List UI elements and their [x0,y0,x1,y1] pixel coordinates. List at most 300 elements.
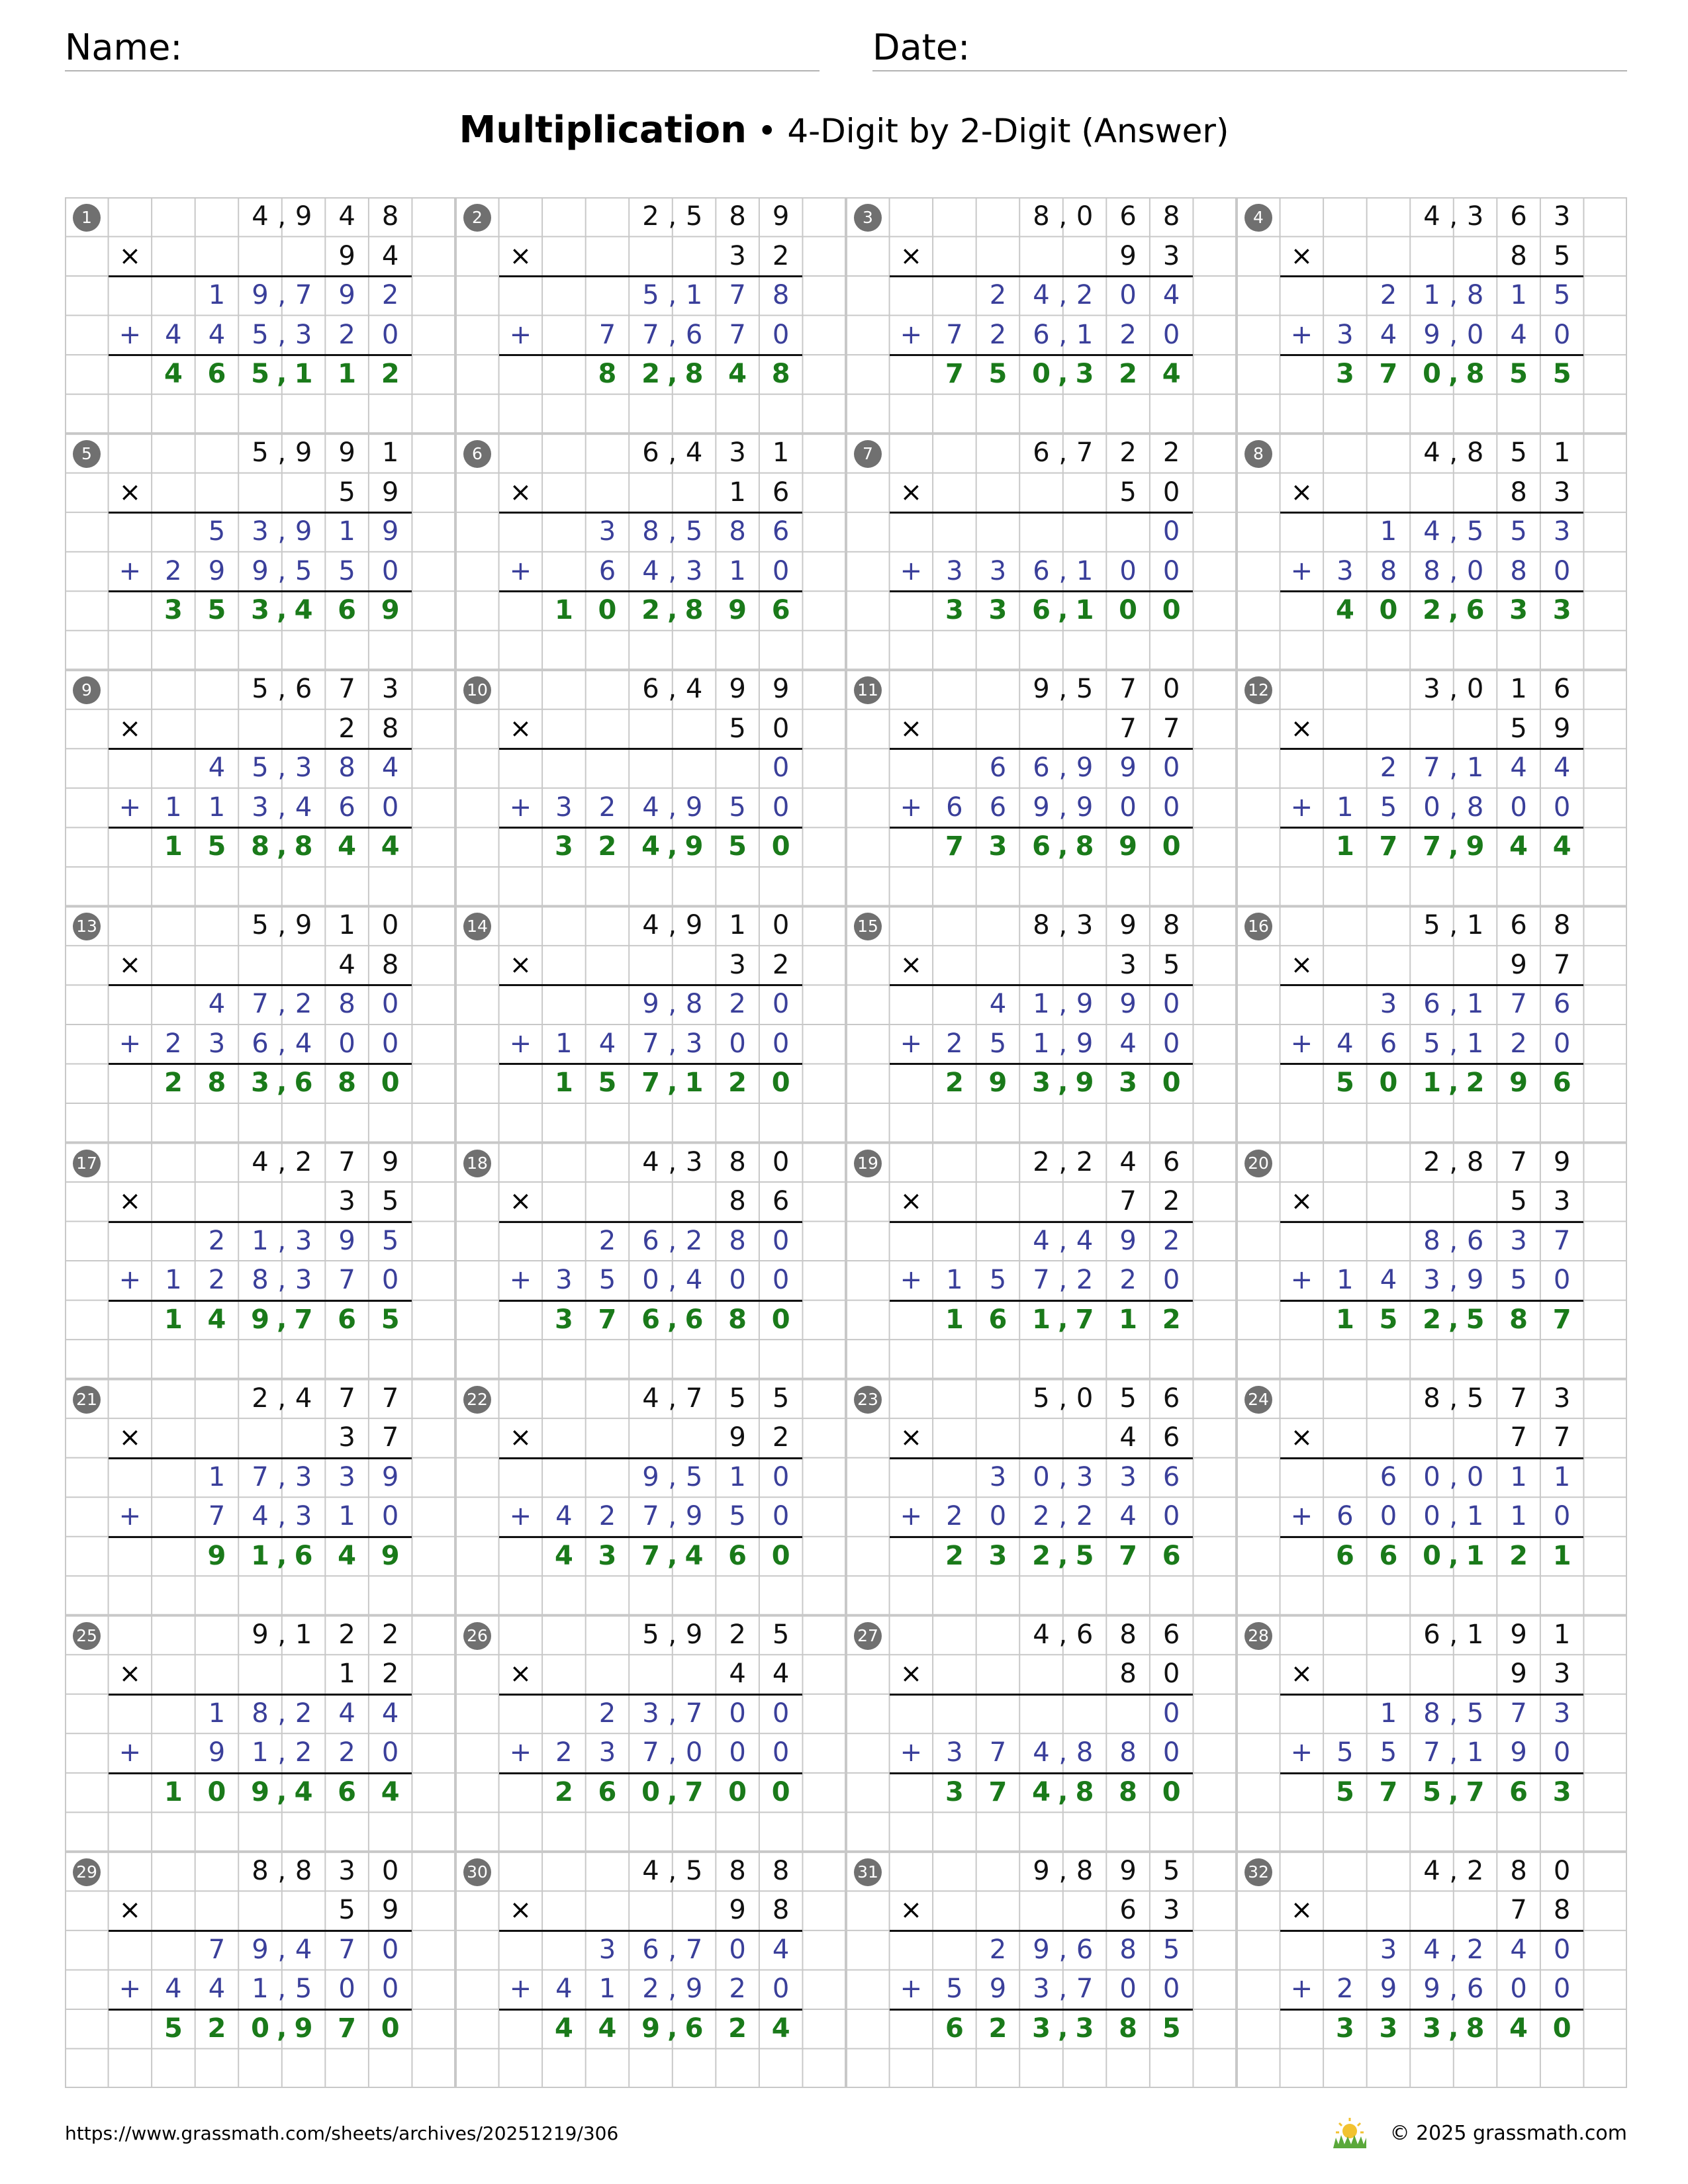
pp-digit: 0 [1162,1698,1180,1729]
pp-digit: 9 [685,792,703,823]
top-digit: 6 [1423,1619,1440,1650]
top-digit: 9 [1510,1619,1527,1650]
pp-digit: 2 [1380,752,1397,784]
top-digit: 5 [1510,437,1527,469]
ans-digit: 5 [381,1304,400,1335]
problem-number-badge: 12 [1244,676,1272,704]
top-digit: 6 [1162,1383,1180,1414]
ans-comma: , [667,1304,678,1335]
top-comma: , [277,1855,287,1886]
ans-digit: 4 [728,359,747,390]
ans-digit: 1 [1335,1304,1354,1335]
pp-digit: 5 [1466,1698,1484,1729]
pp-digit: 0 [1119,280,1137,311]
ans-digit: 6 [771,595,790,626]
pp-digit: 5 [598,1265,616,1296]
pp-digit: 5 [208,516,226,547]
times-sign: × [509,1895,532,1926]
ans-digit: 8 [1509,1304,1528,1335]
problem-number-badge: 5 [73,440,101,468]
ans-digit: 7 [1379,359,1398,390]
pp-comma: , [1058,1461,1068,1492]
problem-8 [1237,433,1627,670]
top-digit: 5 [381,1186,399,1217]
top-digit: 6 [1119,201,1137,232]
pp-digit: 0 [1466,1461,1484,1492]
pp-digit: 4 [1380,319,1397,350]
problem-number-badge: 15 [854,913,882,940]
top-digit: 8 [1423,1383,1440,1414]
times-sign: × [900,1659,923,1690]
pp-digit: 0 [729,1265,746,1296]
top-digit: 9 [1553,713,1571,744]
top-digit: 8 [1466,1146,1484,1177]
date-field[interactable] [872,25,1627,71]
problem-number-badge: 3 [854,204,882,232]
pp-digit: 4 [381,752,399,784]
ans-comma: , [277,595,287,626]
top-digit: 5 [252,910,269,941]
ans-digit: 0 [251,2013,269,2044]
ans-comma: , [667,595,678,626]
pp-comma: , [277,1737,287,1768]
ans-digit: 6 [1162,1540,1181,1571]
ans-digit: 9 [207,1540,226,1571]
top-comma: , [277,1619,287,1650]
ans-digit: 0 [381,2013,400,2044]
top-digit: 6 [1162,1146,1180,1177]
pp-digit: 0 [1162,516,1180,547]
page-title [0,106,1688,156]
top-digit: 7 [1553,949,1571,980]
ans-digit: 9 [684,831,704,862]
pp-digit: 4 [1510,1934,1527,1965]
pp-digit: 6 [1466,1974,1484,2005]
top-comma: , [1449,1619,1458,1650]
problem-17 [65,1143,455,1379]
plus-sign: + [900,1974,923,2005]
times-sign: × [118,477,142,508]
footer-url[interactable]: https://www.grassmath.com/sheets/archives/20251219/306 [65,2122,619,2144]
plus-sign: + [900,1737,923,1768]
ans-comma: , [1448,1304,1459,1335]
pp-digit: 8 [1423,1225,1440,1256]
pp-digit: 0 [1553,1028,1571,1059]
top-digit: 2 [1119,437,1137,469]
top-digit: 3 [1119,949,1137,980]
pp-digit: 6 [338,792,355,823]
pp-digit: 4 [642,792,659,823]
pp-digit: 3 [338,1461,355,1492]
ans-digit: 0 [1379,1068,1398,1099]
pp-digit: 2 [1162,1225,1180,1256]
ans-digit: 1 [338,359,357,390]
pp-digit: 3 [685,555,703,586]
pp-digit: 9 [642,1461,659,1492]
ans-digit: 0 [1379,595,1398,626]
pp-digit: 7 [295,280,312,311]
ans-digit: 1 [1552,1540,1571,1571]
ans-digit: 4 [338,831,357,862]
ans-digit: 3 [1032,1068,1051,1099]
plus-sign: + [118,1265,142,1296]
ans-comma: , [667,1540,678,1571]
ans-comma: , [1448,831,1459,862]
top-digit: 9 [729,1895,746,1926]
pp-digit: 3 [946,1737,963,1768]
top-comma: , [1058,674,1068,705]
ans-comma: , [667,1068,678,1099]
top-digit: 2 [1466,1855,1484,1886]
pp-digit: 0 [1553,792,1571,823]
ans-digit: 2 [945,1540,964,1571]
pp-digit: 0 [1162,1265,1180,1296]
pp-digit: 1 [1466,1028,1484,1059]
top-digit: 0 [772,1146,790,1177]
ans-digit: 2 [381,359,400,390]
plus-sign: + [1290,319,1313,350]
pp-comma: , [1058,1974,1068,2005]
times-sign: × [1290,949,1313,980]
top-digit: 5 [252,437,269,469]
top-digit: 9 [1119,1855,1137,1886]
pp-digit: 3 [1380,1934,1397,1965]
pp-digit: 5 [1380,1737,1397,1768]
problem-number-badge: 10 [463,676,491,704]
top-digit: 8 [729,1146,746,1177]
pp-digit: 8 [1076,1737,1094,1768]
top-digit: 7 [685,1383,703,1414]
top-digit: 9 [252,1619,269,1650]
pp-digit: 0 [772,1461,790,1492]
top-comma: , [668,910,677,941]
problem-number-badge: 29 [73,1858,101,1886]
pp-digit: 0 [1119,792,1137,823]
top-digit: 1 [1553,1619,1571,1650]
ans-comma: , [1058,1304,1068,1335]
pp-digit: 3 [1380,989,1397,1020]
ans-digit: 2 [1162,1304,1181,1335]
times-sign: × [118,713,142,744]
ans-digit: 9 [294,2013,313,2044]
pp-digit: 5 [295,555,312,586]
pp-digit: 4 [208,1974,226,2005]
top-digit: 5 [729,1383,746,1414]
ans-digit: 9 [988,1068,1008,1099]
ans-digit: 0 [207,1776,226,1807]
pp-digit: 0 [772,1028,790,1059]
top-comma: , [277,910,287,941]
ans-digit: 6 [207,359,226,390]
top-digit: 3 [685,1146,703,1177]
top-digit: 9 [381,1895,399,1926]
ans-digit: 0 [771,1304,790,1335]
times-sign: × [900,240,923,271]
pp-digit: 6 [598,555,616,586]
plus-sign: + [1290,1028,1313,1059]
top-digit: 1 [729,910,746,941]
pp-digit: 9 [1423,1974,1440,2005]
pp-digit: 2 [1466,1934,1484,1965]
pp-digit: 0 [1162,555,1180,586]
plus-sign: + [900,1265,923,1296]
pp-digit: 1 [208,792,226,823]
pp-digit: 0 [381,1974,399,2005]
pp-digit: 2 [208,1265,226,1296]
problem-number-badge: 1 [73,204,101,232]
ans-digit: 8 [684,359,704,390]
pp-digit: 8 [1119,1934,1137,1965]
pp-digit: 5 [1380,792,1397,823]
ans-digit: 6 [945,2013,964,2044]
pp-digit: 9 [989,1974,1007,2005]
ans-digit: 7 [945,359,964,390]
top-digit: 9 [729,674,746,705]
pp-digit: 9 [208,555,226,586]
pp-digit: 4 [1510,752,1527,784]
pp-digit: 0 [729,1028,746,1059]
times-sign: × [509,949,532,980]
top-digit: 1 [772,437,790,469]
top-digit: 7 [1119,1186,1137,1217]
ans-digit: 1 [554,1068,573,1099]
problem-25 [65,1615,455,1852]
ans-digit: 1 [164,1304,183,1335]
top-digit: 5 [772,1619,790,1650]
worksheet-header [0,0,1688,185]
problem-3 [846,197,1237,433]
pp-digit: 1 [1466,752,1484,784]
pp-digit: 1 [208,1698,226,1729]
pp-digit: 1 [338,516,355,547]
ans-digit: 9 [381,595,400,626]
pp-digit: 6 [772,516,790,547]
ans-digit: 1 [1335,831,1354,862]
pp-digit: 4 [772,1934,790,1965]
plus-sign: + [1290,1737,1313,1768]
top-digit: 8 [1119,1619,1137,1650]
top-digit: 5 [1510,1186,1527,1217]
top-digit: 3 [1423,674,1440,705]
ans-digit: 6 [684,2013,704,2044]
problem-number-badge: 16 [1244,913,1272,940]
plus-sign: + [118,555,142,586]
pp-digit: 0 [1423,792,1440,823]
ans-digit: 4 [684,1540,704,1571]
pp-digit: 8 [1510,555,1527,586]
pp-digit: 4 [1033,280,1050,311]
problem-20 [1237,1143,1627,1379]
pp-digit: 4 [381,1698,399,1729]
top-digit: 9 [1510,1659,1527,1690]
pp-digit: 7 [642,319,659,350]
problem-number-badge: 9 [73,676,101,704]
problem-number-badge: 8 [1244,440,1272,468]
top-comma: , [1449,437,1458,469]
top-digit: 8 [295,1855,312,1886]
pp-digit: 9 [208,1737,226,1768]
pp-digit: 3 [1119,1461,1137,1492]
top-digit: 1 [729,477,746,508]
pp-comma: , [1058,319,1068,350]
pp-comma: , [1058,1501,1068,1532]
top-digit: 6 [295,674,312,705]
times-sign: × [900,1422,923,1453]
pp-digit: 8 [685,989,703,1020]
top-digit: 6 [1076,1619,1094,1650]
ans-digit: 4 [554,2013,573,2044]
ans-digit: 4 [294,1776,313,1807]
pp-digit: 4 [642,555,659,586]
pp-digit: 7 [338,1265,355,1296]
pp-digit: 4 [208,319,226,350]
top-digit: 3 [338,1422,355,1453]
ans-digit: 3 [1379,2013,1398,2044]
ans-digit: 0 [728,1776,747,1807]
problem-10 [455,670,846,906]
ans-digit: 5 [1379,1304,1398,1335]
top-comma: , [668,1855,677,1886]
ans-digit: 7 [1075,1304,1094,1335]
ans-digit: 3 [1119,1068,1138,1099]
pp-comma: , [277,319,287,350]
times-sign: × [1290,1659,1313,1690]
pp-digit: 3 [1553,1698,1571,1729]
ans-digit: 3 [598,1540,617,1571]
pp-digit: 1 [555,1028,573,1059]
top-digit: 4 [729,1659,746,1690]
top-comma: , [1449,1383,1458,1414]
top-digit: 5 [1553,240,1571,271]
pp-digit: 9 [1119,1225,1137,1256]
pp-digit: 0 [381,319,399,350]
pp-digit: 3 [1510,1225,1527,1256]
plus-sign: + [900,1028,923,1059]
ans-digit: 2 [554,1776,573,1807]
pp-digit: 6 [1076,1934,1094,1965]
plus-sign: + [118,1028,142,1059]
pp-digit: 9 [338,1225,355,1256]
ans-digit: 7 [1379,831,1398,862]
pp-digit: 4 [208,989,226,1020]
pp-digit: 7 [1423,1737,1440,1768]
plus-sign: + [1290,792,1313,823]
pp-digit: 2 [208,1225,226,1256]
ans-digit: 2 [1466,1068,1485,1099]
pp-digit: 2 [295,989,312,1020]
top-digit: 6 [1162,1619,1180,1650]
ans-digit: 0 [1032,359,1051,390]
pp-digit: 9 [685,1974,703,2005]
ans-comma: , [667,831,678,862]
pp-digit: 3 [1076,1461,1094,1492]
ans-digit: 4 [381,831,400,862]
problem-number-badge: 18 [463,1150,491,1177]
top-digit: 9 [295,201,312,232]
ans-digit: 8 [207,1068,226,1099]
ans-comma: , [277,1540,287,1571]
ans-digit: 3 [251,595,269,626]
ans-digit: 0 [771,831,790,862]
pp-digit: 8 [252,1698,269,1729]
pp-digit: 4 [1553,752,1571,784]
pp-digit: 4 [295,1028,312,1059]
pp-comma: , [277,1225,287,1256]
top-digit: 4 [252,201,269,232]
top-comma: , [277,1146,287,1177]
ans-digit: 1 [251,1540,269,1571]
plus-sign: + [1290,1501,1313,1532]
top-digit: 3 [1553,1383,1571,1414]
top-digit: 0 [772,713,790,744]
times-sign: × [509,477,532,508]
pp-digit: 2 [946,1501,963,1532]
top-digit: 8 [381,949,399,980]
pp-digit: 9 [1033,1934,1050,1965]
ans-digit: 0 [1423,359,1441,390]
top-comma: , [1449,1146,1458,1177]
times-sign: × [118,1895,142,1926]
ans-digit: 3 [1075,2013,1094,2044]
top-comma: , [1058,201,1068,232]
pp-digit: 3 [555,792,573,823]
ans-digit: 7 [1379,1776,1398,1807]
name-field[interactable] [65,25,820,71]
top-digit: 8 [772,1895,790,1926]
pp-digit: 9 [685,1501,703,1532]
pp-digit: 2 [598,792,616,823]
pp-digit: 1 [1423,280,1440,311]
top-digit: 9 [1553,1146,1571,1177]
pp-digit: 1 [1510,1461,1527,1492]
top-digit: 3 [729,949,746,980]
ans-digit: 8 [598,359,617,390]
pp-digit: 9 [1076,752,1094,784]
pp-digit: 4 [165,1974,182,2005]
top-digit: 7 [1510,1895,1527,1926]
pp-digit: 4 [598,1028,616,1059]
pp-comma: , [668,516,677,547]
top-digit: 5 [1033,1383,1050,1414]
pp-digit: 8 [1119,1737,1137,1768]
ans-digit: 5 [207,831,226,862]
ans-digit: 0 [641,1776,660,1807]
pp-comma: , [277,516,287,547]
ans-digit: 4 [1032,1776,1051,1807]
pp-digit: 2 [685,1225,703,1256]
problem-number-badge: 13 [73,913,101,940]
pp-digit: 0 [772,989,790,1020]
ans-comma: , [1058,831,1068,862]
plus-sign: + [509,1028,532,1059]
ans-digit: 6 [338,1776,357,1807]
pp-digit: 4 [1076,1225,1094,1256]
pp-digit: 4 [165,319,182,350]
plus-sign: + [509,555,532,586]
ans-digit: 3 [988,1540,1008,1571]
ans-comma: , [1448,2013,1459,2044]
top-digit: 6 [642,674,659,705]
ans-digit: 7 [641,1540,660,1571]
pp-digit: 0 [381,1737,399,1768]
problem-number-badge: 28 [1244,1622,1272,1650]
times-sign: × [509,1422,532,1453]
pp-digit: 2 [1076,1265,1094,1296]
ans-digit: 0 [1162,595,1181,626]
pp-digit: 0 [381,989,399,1020]
pp-digit: 0 [1510,792,1527,823]
top-digit: 8 [772,1855,790,1886]
